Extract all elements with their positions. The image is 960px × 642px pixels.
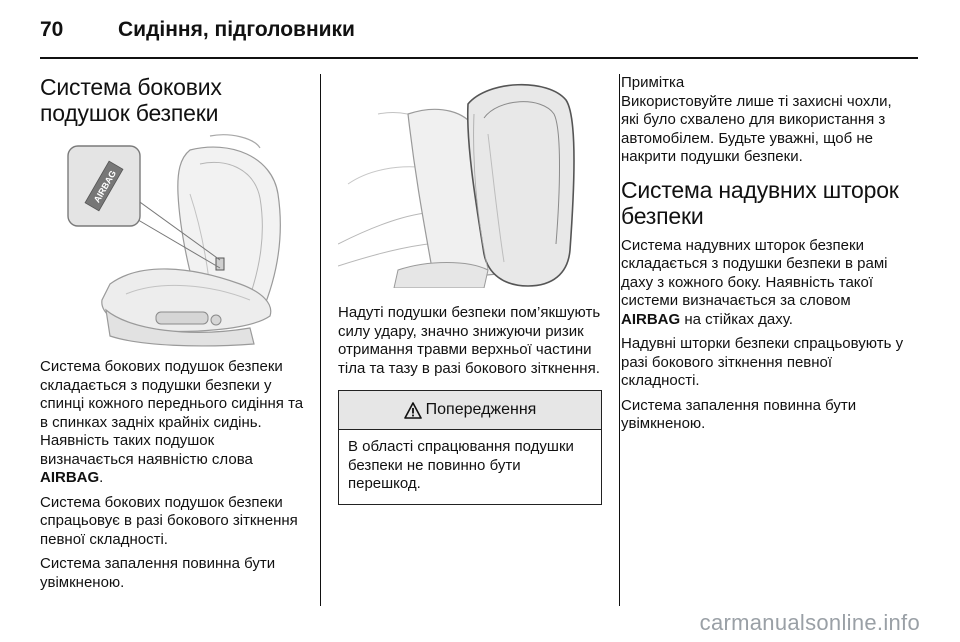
watermark: carmanualsonline.info [699,610,920,635]
note-text: Використовуйте лише ті захисні чохли, які було схвалено для використання з автомобілем. Будьте уважні, щоб не накрити подушки безпеки. [621,92,892,165]
inflated-side-airbag-illustration [338,74,602,288]
warning-triangle-icon [404,402,422,419]
airbag-word: AIRBAG [40,469,100,486]
warning-box [338,390,602,505]
note-title: Примітка [621,74,685,91]
side-airbag-paragraph-3: Система запалення повинна бути увімкненою. [40,555,276,591]
page-number: 70 [40,18,64,41]
airbag-label-text: AIRBAG [91,168,119,205]
warning-header [339,391,601,430]
side-airbag-paragraph-2: Система бокових подушок безпеки спрацьовує в разі бокового зіткнення певної складності. [40,493,298,548]
warning-text: В області спрацювання подушки безпеки не повинно бути перешкод. [348,438,574,492]
airbag-word-2: AIRBAG [621,310,681,328]
side-airbag-paragraph-1: Система бокових подушок безпеки складається з подушки безпеки у спинці кожного переднього сидіння та в спинках задніх крайніх сидінь. Наявність таких подушок визначається наявністю слова AIRBAG. [40,358,304,486]
side-airbag-heading: Система бокових подушок безпеки [40,74,222,126]
curtain-airbag-paragraph-2: Надувні шторки безпеки спрацьовують у разі бокового зіткнення певної складності. [621,335,904,389]
column-left [40,74,304,598]
curtain-airbag-paragraph-1: Система надувних шторок безпеки складається з подушки безпеки в рамі даху з кожного боку. Наявність такої системи визначається за словом AIRBAG на стійках даху. [621,236,888,328]
column-divider-1 [320,74,321,606]
column-right [621,74,911,440]
seat-airbag-label-illustration [40,134,304,348]
section-title: Сидіння, підголовники [118,18,355,41]
column-divider-2 [619,74,620,606]
page-header [40,14,920,54]
header-rule [40,57,918,59]
inflated-airbag-paragraph: Надуті подушки безпеки пом’якшують силу удару, значно знижуючи ризик отримання травми верхньої частини тіла та тазу в разі бокового зіткнення. [338,304,601,377]
warning-title: Попередження [425,401,537,418]
curtain-airbag-paragraph-3: Система запалення повинна бути увімкненою. [621,396,857,432]
curtain-airbag-heading: Система надувних шторок безпеки [621,176,899,229]
column-middle [338,74,602,505]
